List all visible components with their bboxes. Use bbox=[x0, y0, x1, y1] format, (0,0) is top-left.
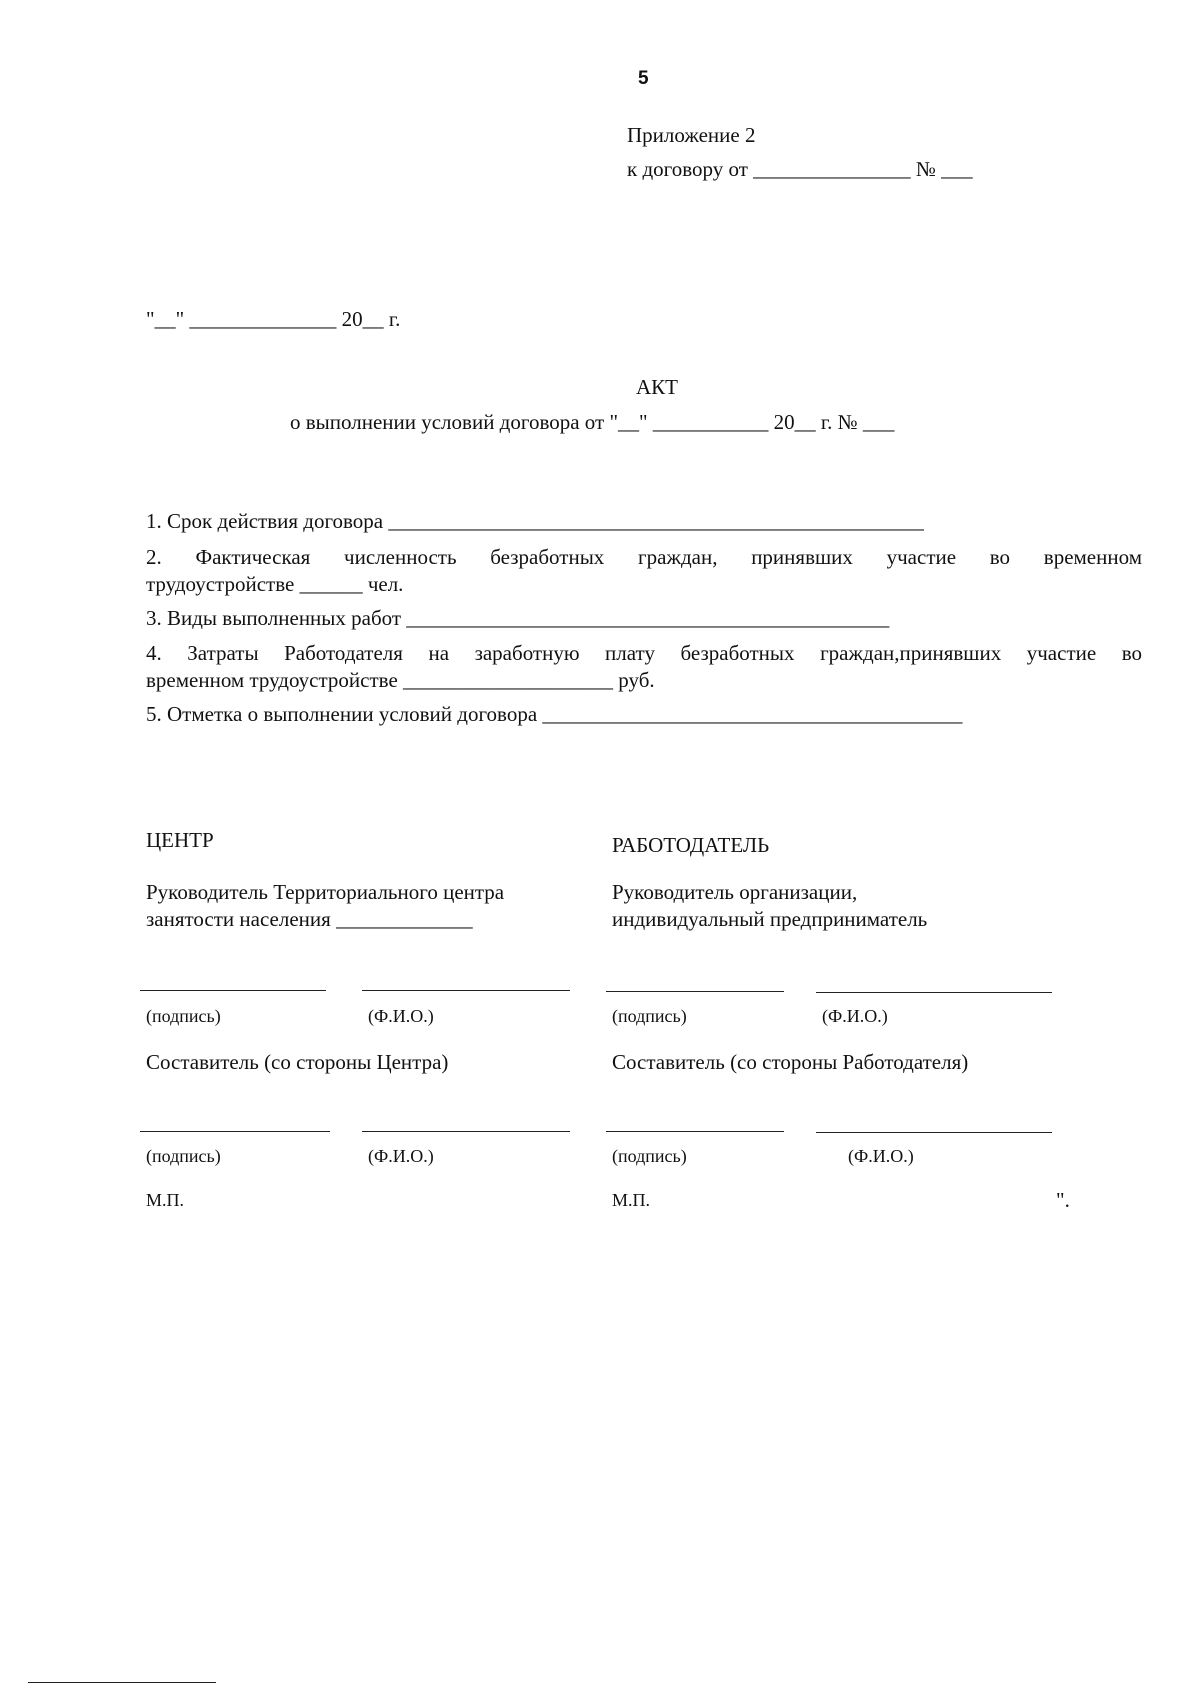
center-compiler-title: Составитель (со стороны Центра) bbox=[146, 1050, 449, 1074]
footnote-separator bbox=[28, 1682, 216, 1683]
appendix-reference: к договору от _______________ № ___ bbox=[627, 157, 973, 181]
document-date-line: "__" ______________ 20__ г. bbox=[146, 307, 401, 331]
center-compiler-signature-caption: (подпись) bbox=[146, 1146, 221, 1166]
item-employer-costs-line1: 4. Затраты Работодателя на заработную плату безработных граждан,принявших участие во bbox=[146, 641, 1142, 665]
appendix-title: Приложение 2 bbox=[627, 123, 756, 147]
item-work-types: 3. Виды выполненных работ ______________________________________________ bbox=[146, 606, 890, 630]
center-name-caption: (Ф.И.О.) bbox=[368, 1006, 434, 1026]
center-heading: ЦЕНТР bbox=[146, 828, 214, 852]
center-head-title-line1: Руководитель Территориального центра bbox=[146, 880, 505, 904]
center-signature-line bbox=[140, 990, 326, 991]
employer-stamp-mark: М.П. bbox=[612, 1190, 651, 1210]
center-compiler-name-line bbox=[362, 1131, 570, 1132]
center-compiler-signature-line bbox=[140, 1131, 330, 1132]
center-signature-caption: (подпись) bbox=[146, 1006, 221, 1026]
employer-compiler-name-line bbox=[816, 1132, 1052, 1133]
center-head-title-line2: занятости населения _____________ bbox=[146, 907, 473, 931]
item-employer-costs-line2: временном трудоустройстве ____________________ руб. bbox=[146, 668, 655, 692]
employer-name-caption: (Ф.И.О.) bbox=[822, 1006, 888, 1026]
item-unemployed-count-line2: трудоустройстве ______ чел. bbox=[146, 572, 404, 596]
page-number: 5 bbox=[638, 68, 649, 89]
employer-head-title-line1: Руководитель организации, bbox=[612, 880, 858, 904]
center-compiler-name-caption: (Ф.И.О.) bbox=[368, 1146, 434, 1166]
center-name-line bbox=[362, 990, 570, 991]
item-fulfillment-mark: 5. Отметка о выполнении условий договора ________________________________________ bbox=[146, 702, 963, 726]
employer-signature-line bbox=[606, 991, 784, 992]
closing-quote-mark: ". bbox=[1056, 1188, 1070, 1212]
employer-compiler-title: Составитель (со стороны Работодателя) bbox=[612, 1050, 969, 1074]
center-stamp-mark: М.П. bbox=[146, 1190, 185, 1210]
employer-signature-caption: (подпись) bbox=[612, 1006, 687, 1026]
employer-compiler-name-caption: (Ф.И.О.) bbox=[848, 1146, 914, 1166]
item-contract-term: 1. Срок действия договора ___________________________________________________ bbox=[146, 509, 924, 533]
employer-compiler-signature-line bbox=[606, 1131, 784, 1132]
employer-head-title-line2: индивидуальный предприниматель bbox=[612, 907, 928, 931]
employer-compiler-signature-caption: (подпись) bbox=[612, 1146, 687, 1166]
employer-name-line bbox=[816, 992, 1052, 993]
act-title: АКТ bbox=[636, 375, 678, 399]
act-subtitle: о выполнении условий договора от "__" ___________ 20__ г. № ___ bbox=[290, 410, 895, 434]
item-unemployed-count-line1: 2. Фактическая численность безработных граждан, принявших участие во временном bbox=[146, 545, 1142, 569]
employer-heading: РАБОТОДАТЕЛЬ bbox=[612, 833, 770, 857]
